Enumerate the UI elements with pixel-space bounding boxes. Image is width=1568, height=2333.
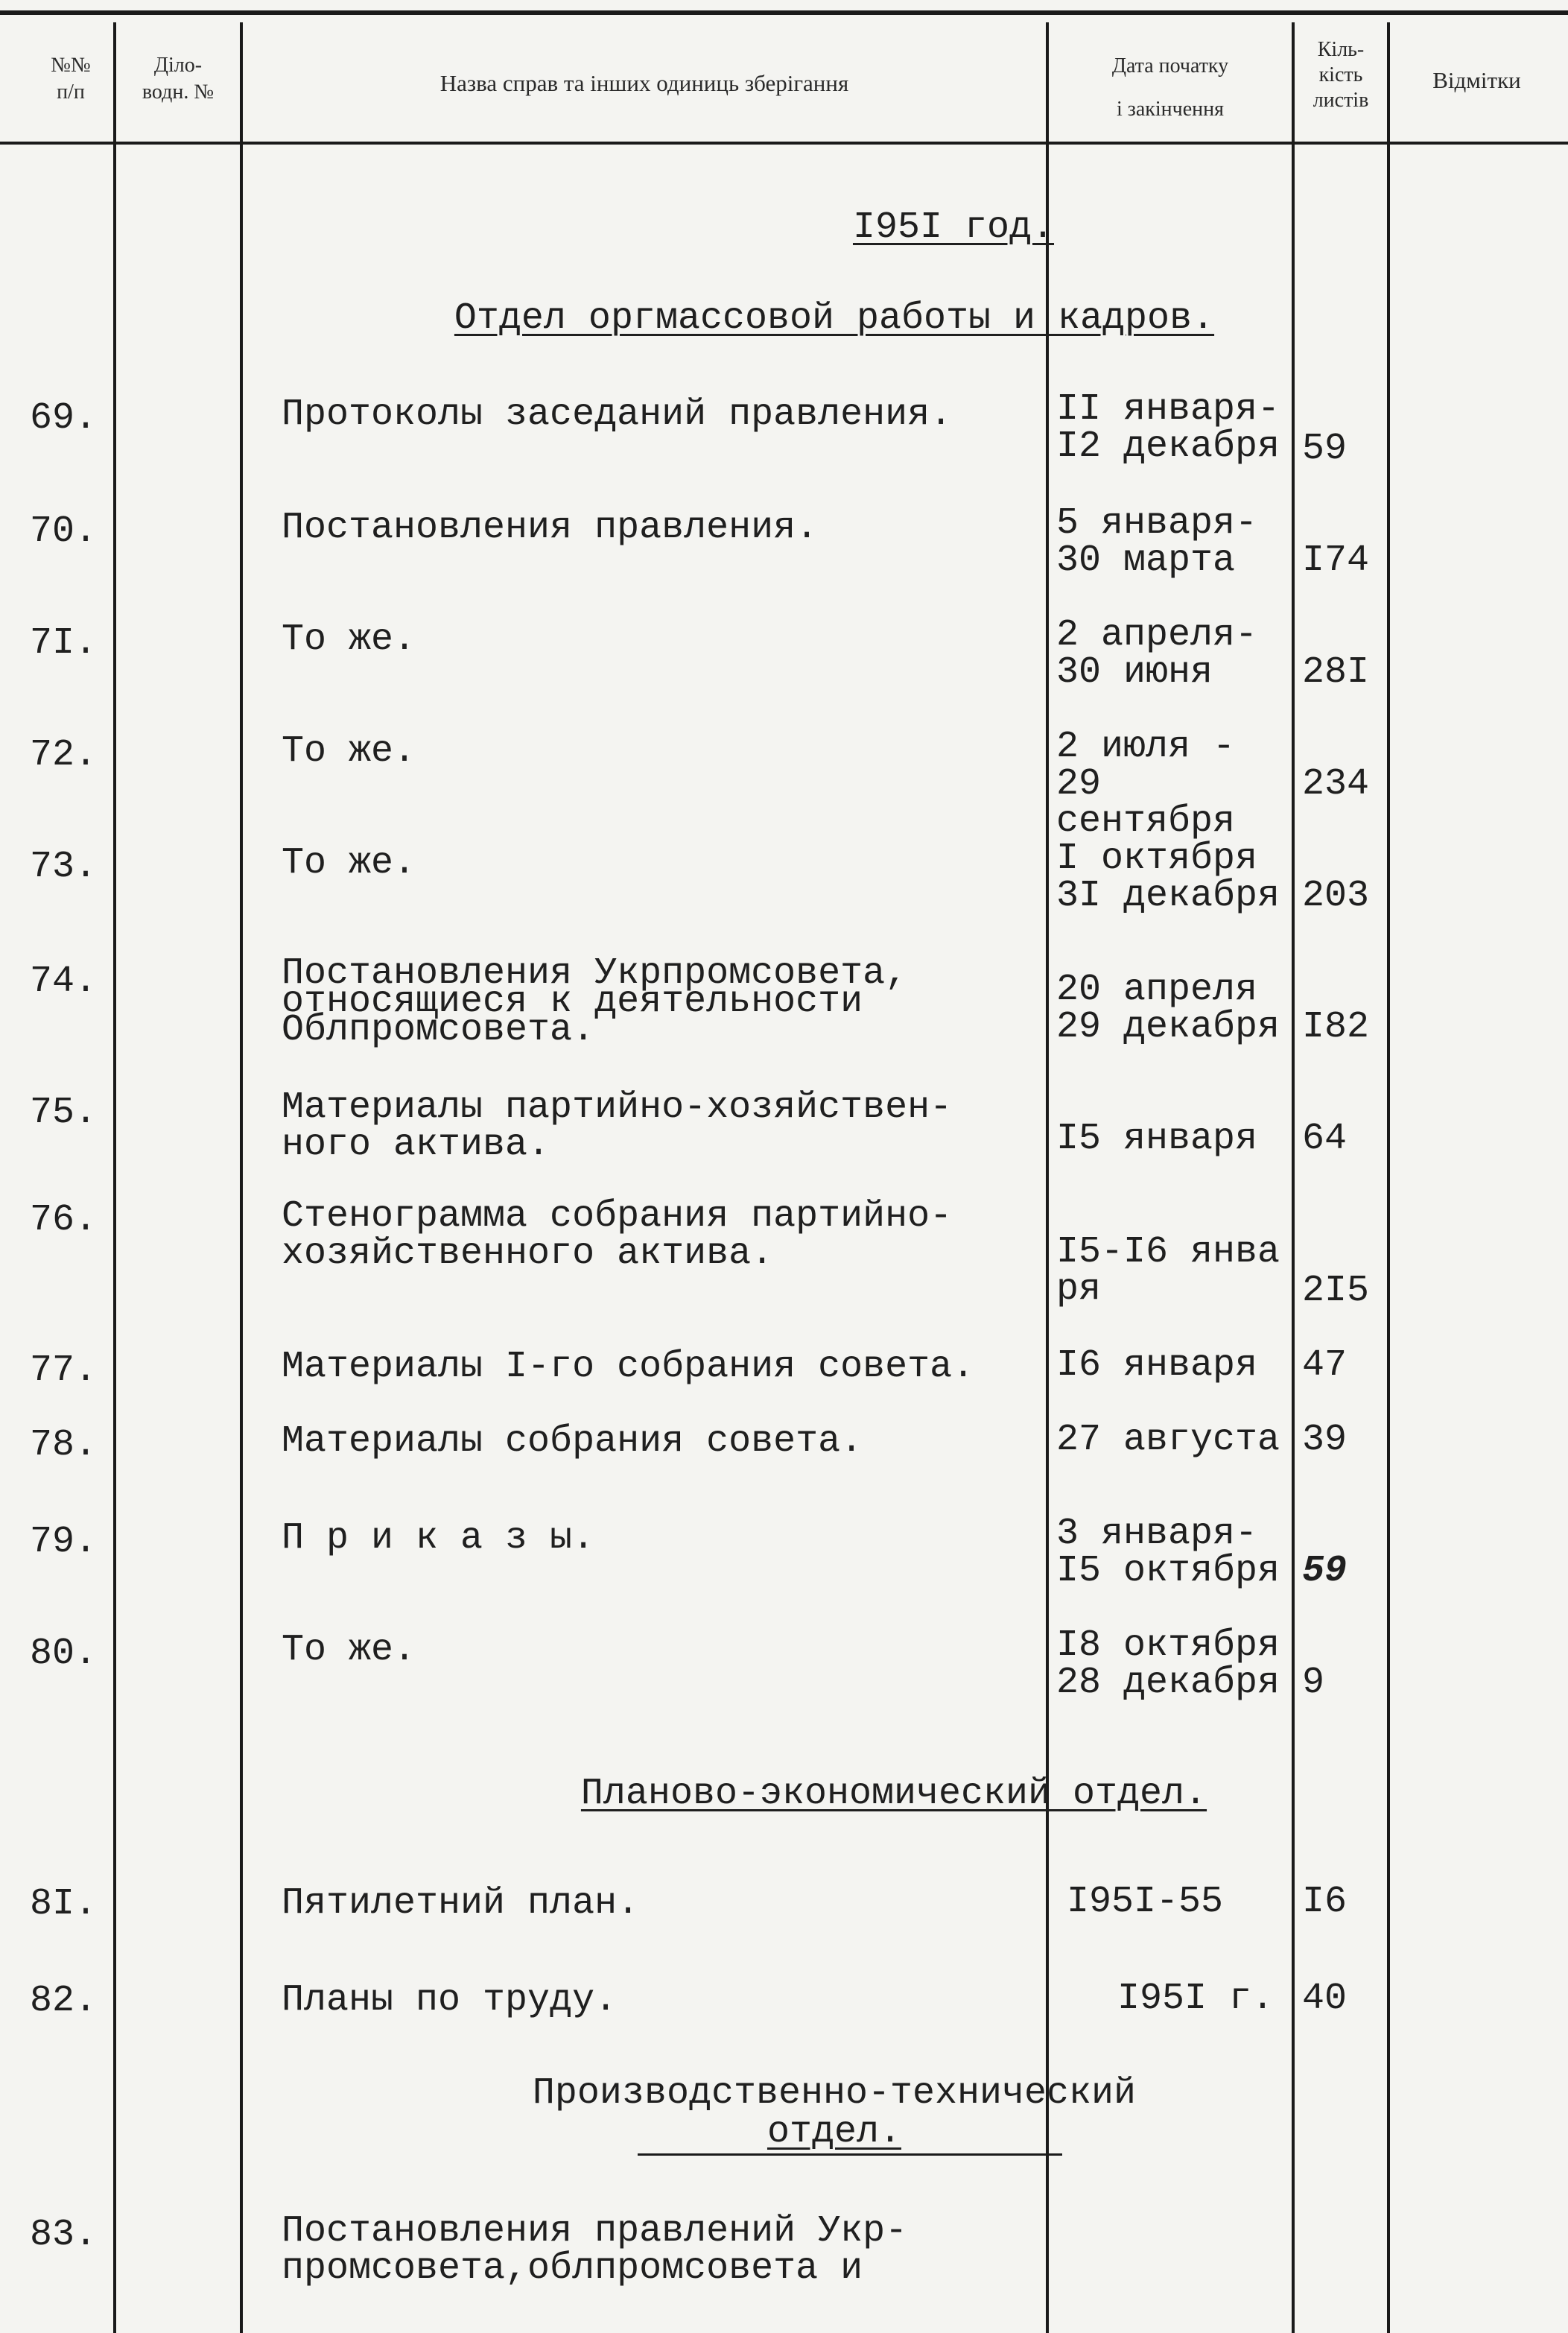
item-number: 79. <box>30 1521 98 1563</box>
item-number: 8I. <box>30 1883 98 1925</box>
item-title: Постановления Укрпромсовета, относящиеся к деятельности Облпромсовета. <box>282 952 908 1051</box>
item-title: То же. <box>282 618 416 661</box>
item-number: 76. <box>30 1199 98 1241</box>
header-title: Назва справ та інших одиниць зберігання <box>439 70 849 96</box>
item-number: 73. <box>30 846 98 888</box>
item-dates: I5 января <box>1056 1118 1258 1160</box>
item-sheets: 9 <box>1302 1662 1325 1704</box>
item-dates: 3 января- I5 октября <box>1056 1513 1280 1592</box>
section-heading-orgmass <box>387 298 1281 340</box>
header-bottom-line <box>0 142 1568 145</box>
item-dates: I октября 3I декабря <box>1056 838 1280 917</box>
item-number: 75. <box>30 1092 98 1134</box>
item-number: 70. <box>30 510 98 553</box>
item-dates: I6 января <box>1056 1344 1258 1387</box>
column-divider-3 <box>1046 22 1049 2333</box>
item-sheets: 203 <box>1302 875 1370 917</box>
item-number: 82. <box>30 1980 98 2022</box>
item-title: П р и к а з ы. <box>282 1517 595 1560</box>
item-number: 69. <box>30 397 98 440</box>
item-number: 72. <box>30 734 98 776</box>
header-sheets: Кіль- кість листів <box>1313 38 1369 112</box>
item-sheets: 40 <box>1302 1978 1348 2020</box>
year-heading <box>819 207 1088 249</box>
section-underline <box>638 2153 1062 2156</box>
item-number: 78. <box>30 1424 98 1466</box>
item-number: 7I. <box>30 622 98 665</box>
item-dates: 27 августа <box>1056 1419 1280 1461</box>
item-number: 83. <box>30 2214 98 2256</box>
item-title: Постановления правления. <box>282 507 819 549</box>
item-sheets: 64 <box>1302 1118 1348 1160</box>
item-sheets: 59 <box>1302 1550 1348 1592</box>
item-dates: I8 октября 28 декабря <box>1056 1624 1280 1704</box>
item-title: Постановления правлений Укр- промсовета,облпромсовета и <box>282 2210 908 2290</box>
section-heading-production <box>447 2074 1222 2152</box>
column-divider-1 <box>113 22 116 2333</box>
section-title: Планово-экономический отдел. <box>580 1773 1207 1815</box>
header-dates: Дата початку і закінчення <box>1111 54 1229 121</box>
item-dates: 5 января- 30 марта <box>1056 502 1258 582</box>
item-number: 80. <box>30 1633 98 1675</box>
item-dates: 2 июля - 29 сентября <box>1056 726 1236 843</box>
item-sheets: 39 <box>1302 1419 1348 1461</box>
item-title: Материалы собрания совета. <box>282 1420 863 1463</box>
item-dates: 20 апреля 29 декабря <box>1056 969 1280 1048</box>
section-heading-planning <box>507 1773 1281 1815</box>
section-title: Отдел оргмассовой работы и кадров. <box>454 297 1215 340</box>
item-sheets: 28I <box>1302 651 1370 694</box>
item-title: Планы по труду. <box>282 1979 618 2022</box>
item-dates: 2 апреля- 30 июня <box>1056 614 1258 694</box>
header-notes: Відмітки <box>1432 67 1521 93</box>
item-dates: I5-I6 янва ря <box>1056 1231 1280 1311</box>
item-sheets: I6 <box>1302 1881 1348 1923</box>
item-title: Стенограмма собрания партийно- хозяйственного актива. <box>282 1195 953 1275</box>
column-divider-2 <box>240 22 243 2333</box>
item-title: То же. <box>282 1629 416 1671</box>
item-title: То же. <box>282 842 416 884</box>
header-office-number: Діло- водн. № <box>142 54 215 104</box>
section-title-line1: Производственно-технический <box>532 2072 1137 2115</box>
item-dates: I95I г. <box>1117 1978 1275 2020</box>
year-heading-text: I95I год. <box>852 206 1055 249</box>
top-border-line <box>0 10 1568 15</box>
section-title-line2: отдел. <box>766 2111 902 2153</box>
item-sheets: I82 <box>1302 1006 1370 1048</box>
item-sheets: 2I5 <box>1302 1270 1370 1312</box>
item-sheets: I74 <box>1302 539 1370 582</box>
item-title: Пятилетний план. <box>282 1882 640 1925</box>
item-sheets: 59 <box>1302 428 1348 470</box>
item-dates: II января- I2 декабря <box>1056 388 1280 468</box>
item-sheets: 47 <box>1302 1344 1348 1387</box>
item-number: 74. <box>30 960 98 1003</box>
item-dates: I95I-55 <box>1067 1881 1224 1923</box>
header-number: №№ п/п <box>51 54 91 104</box>
item-sheets: 234 <box>1302 763 1370 805</box>
item-title: Протоколы заседаний правления. <box>282 393 953 436</box>
item-title: Материалы партийно-хозяйствен- ного актива. <box>282 1086 953 1166</box>
item-number: 77. <box>30 1349 98 1392</box>
item-title: Материалы I-го собрания совета. <box>282 1346 975 1388</box>
item-title: То же. <box>282 730 416 773</box>
